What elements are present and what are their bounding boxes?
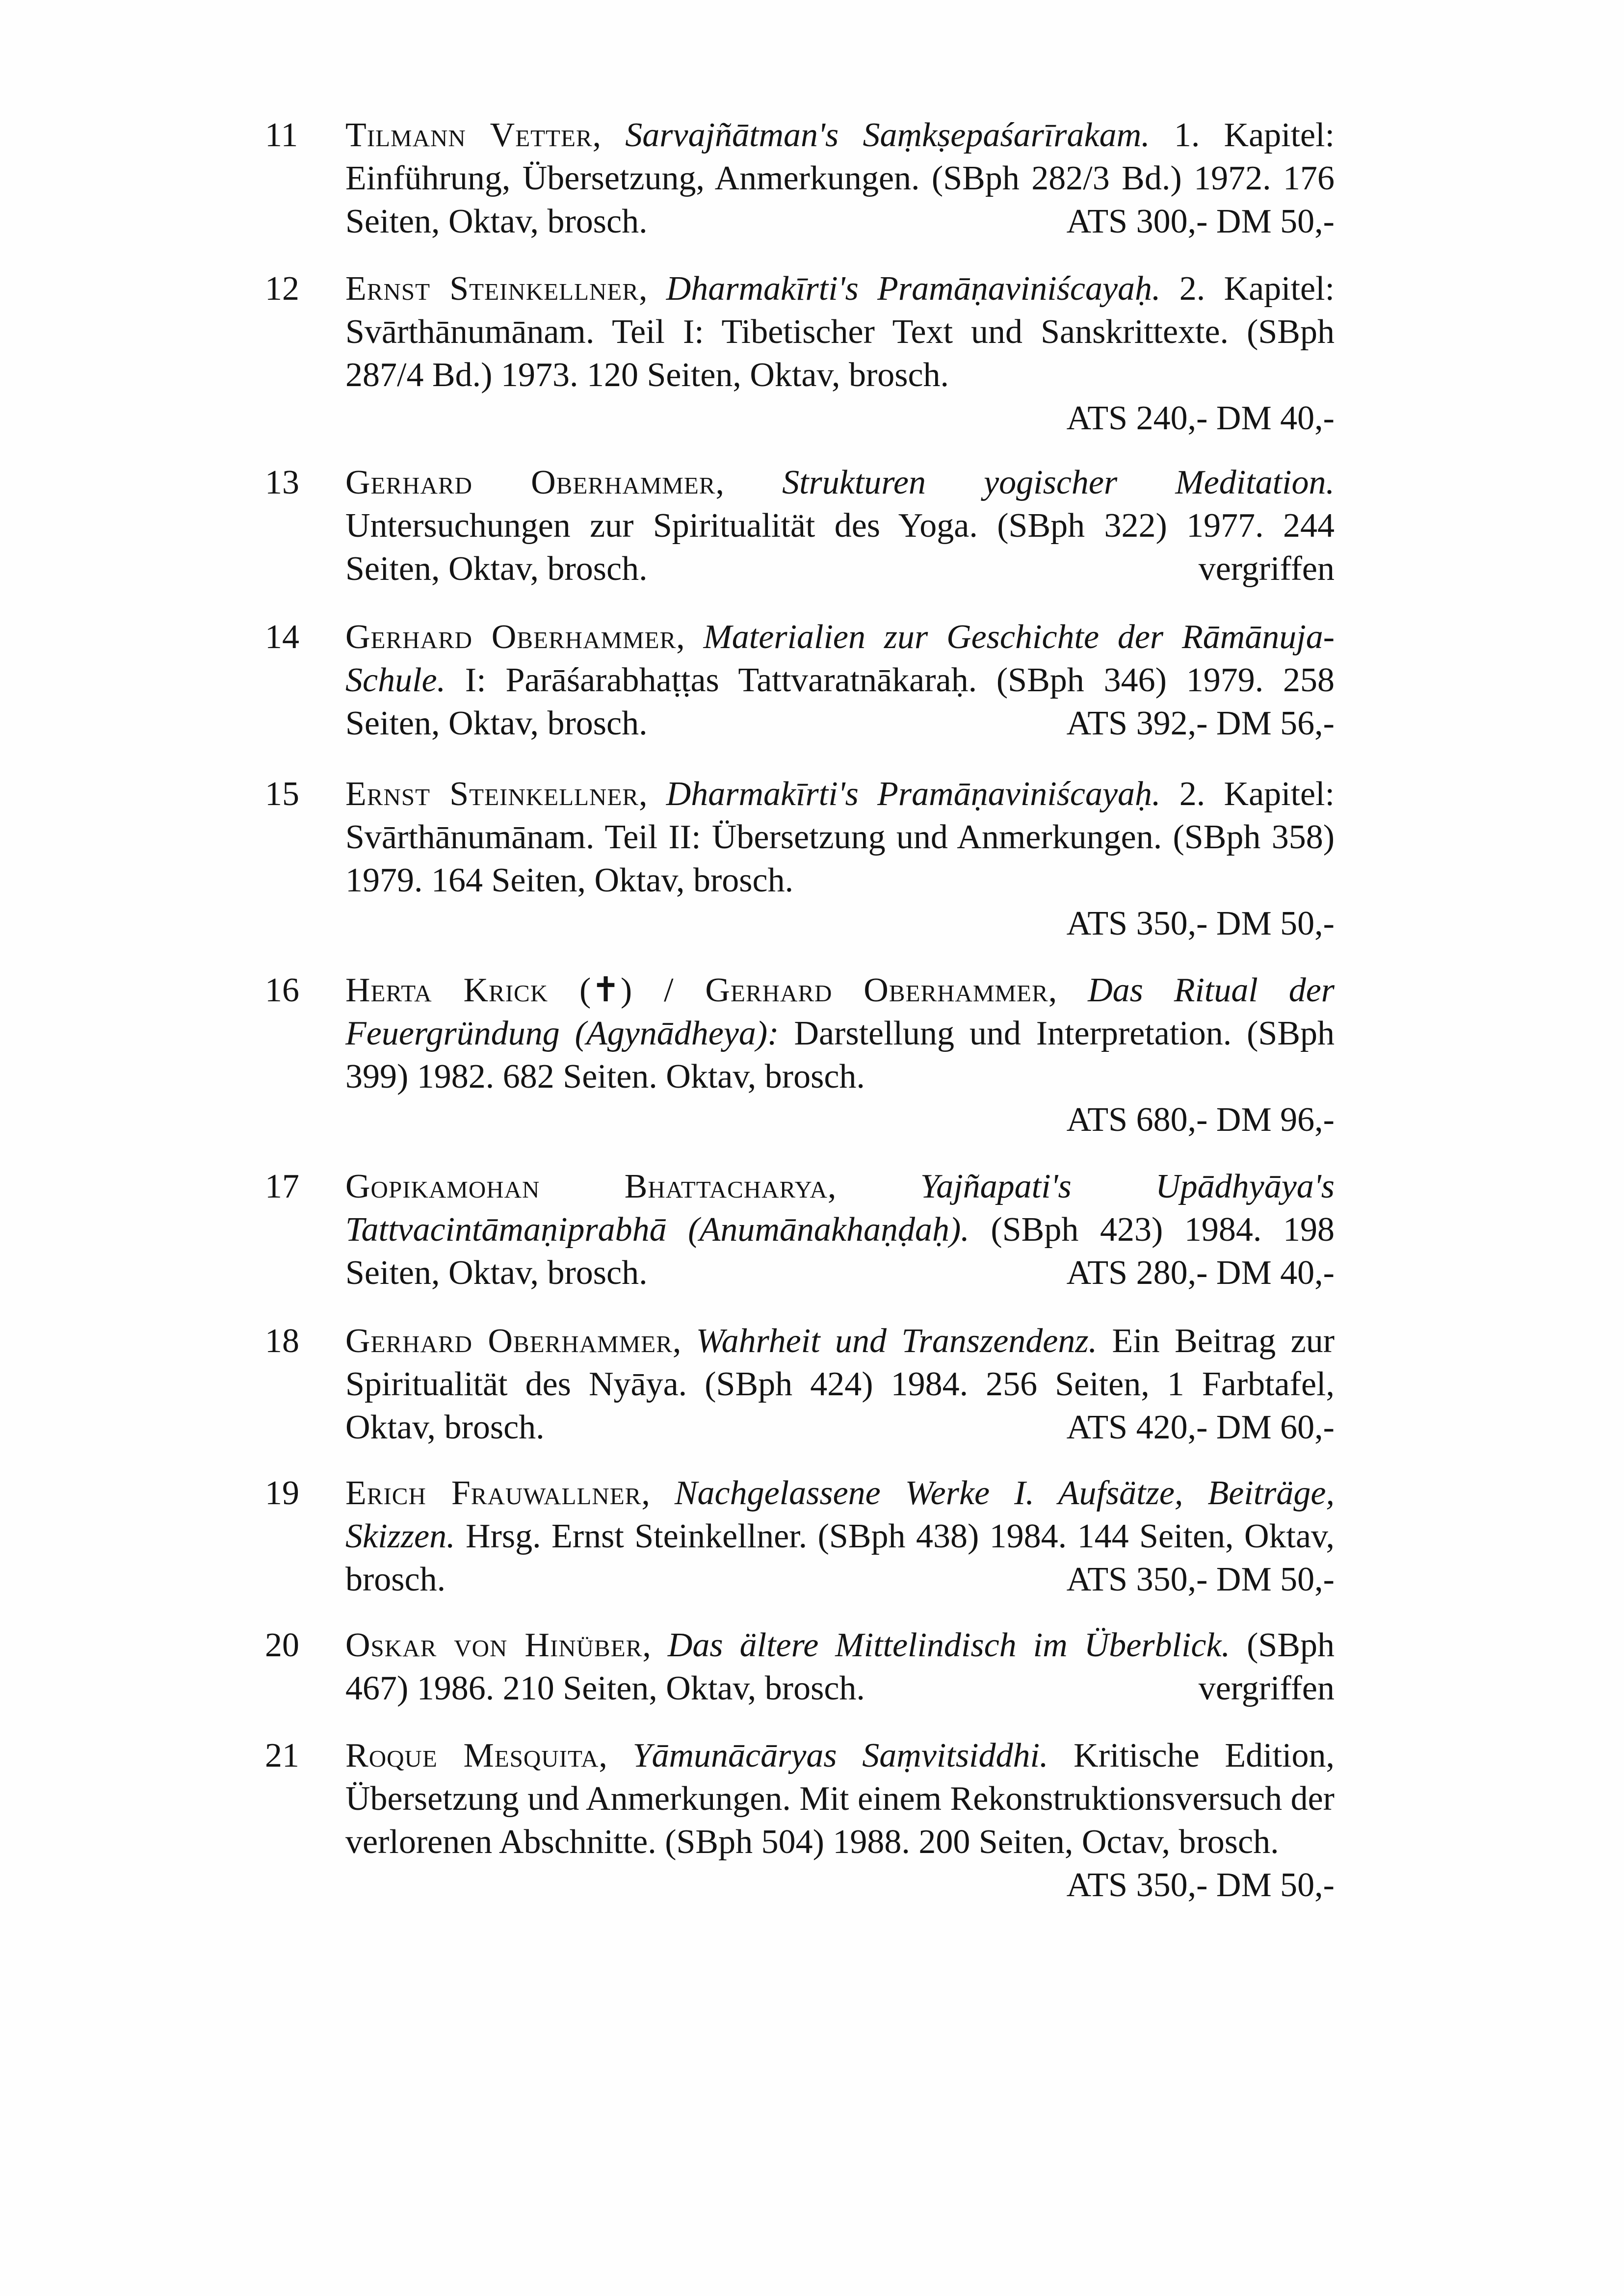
entry-details: Untersuchungen zur Spiritualität des Yoga. (SBph 322) 1977. 244 Seiten, Oktav, brosch. [345,507,1335,588]
entry-details: 1. Kapitel: Einführung, Übersetzung, Anmerkungen. (SBph 282/3 Bd.) 1972. 176 Seiten, Oktav, brosch. [345,116,1335,240]
entry-author: Herta Krick (✝) / Gerhard Oberhammer [345,971,1048,1009]
entry-author: Erich Frauwallner [345,1474,642,1512]
entry-title: Wahrheit und Transzendenz. [696,1322,1098,1360]
entry-title: Yajñapati's Upādhyāya's Tattvacintāmaṇiprabhā (Anumānakhaṇḍaḥ). [345,1168,1335,1249]
entry-number: 15 [265,775,299,813]
entry-details: Darstellung und Interpretation. (SBph 399) 1982. 682 Seiten. Oktav, brosch. [345,1015,1335,1096]
entry-number: 20 [265,1626,299,1664]
entry-number: 16 [265,971,299,1009]
entry-author: Gerhard Oberhammer [345,464,716,501]
catalog-entry-21: 21 Roque Mesquita, Yāmunācāryas Saṃvitsiddhi. Kritische Edition, Übersetzung und Anmerkungen. Mit einem Rekonstruktionsversuch der verlorenen Abschnitte. (SBph 504) 1988. 200 Seiten, Octav, brosch. ATS 350,- DM 50,- [265,1734,1335,1907]
entry-title: Dharmakīrti's Pramāṇaviniścayaḥ. [666,775,1161,813]
entry-author: Ernst Steinkellner [345,775,639,813]
catalog-entry-20: 20 Oskar von Hinüber, Das ältere Mittelindisch im Überblick. (SBph 467) 1986. 210 Seiten, Oktav, brosch. vergriffen [265,1624,1335,1710]
entry-details: 2. Kapitel: Svārthānumānam. Teil I: Tibetischer Text und Sanskrittexte. (SBph 287/4 Bd.) 1973. 120 Seiten, Oktav, brosch. [345,270,1335,394]
catalog-entry-18: 18 Gerhard Oberhammer, Wahrheit und Transzendenz. Ein Beitrag zur Spiritualität des Nyāya. (SBph 424) 1984. 256 Seiten, 1 Farbtafel, Oktav, brosch. ATS 420,- DM 60,- [265,1320,1335,1449]
entry-number: 18 [265,1322,299,1360]
entry-author: Roque Mesquita [345,1737,599,1774]
entry-title: Das Ritual der Feuergründung (Agynādheya): [345,971,1335,1052]
entry-author: Oskar von Hinüber [345,1626,643,1664]
entry-details: Hrsg. Ernst Steinkellner. (SBph 438) 1984. 144 Seiten, Oktav, brosch. [345,1517,1335,1598]
entry-title: Yāmunācāryas Saṃvitsiddhi. [632,1737,1048,1774]
entry-price: ATS 680,- DM 96,- [1066,1101,1335,1139]
entry-author: Gerhard Oberhammer [345,1322,673,1360]
entry-details: (SBph 423) 1984. 198 Seiten, Oktav, brosch. [345,1211,1335,1292]
entry-author: Ernst Steinkellner [345,270,639,308]
catalog-entry-11: 11 Tilmann Vetter, Sarvajñātman's Saṃkṣepaśarīrakam. 1. Kapitel: Einführung, Übersetzung, Anmerkungen. (SBph 282/3 Bd.) 1972. 176 Seiten, Oktav, brosch. ATS 300,- DM 50,- [265,114,1335,243]
catalog-entry-15: 15 Ernst Steinkellner, Dharmakīrti's Pramāṇaviniścayaḥ. 2. Kapitel: Svārthānumānam. Teil II: Übersetzung und Anmerkungen. (SBph 358) 1979. 164 Seiten, Oktav, brosch. ATS 350,- DM 50,- [265,773,1335,945]
catalog-entry-13: 13 Gerhard Oberhammer, Strukturen yogischer Meditation. Untersuchungen zur Spiritualität des Yoga. (SBph 322) 1977. 244 Seiten, Oktav, brosch. vergriffen [265,461,1335,591]
entry-number: 19 [265,1474,299,1512]
entry-author: Tilmann Vetter [345,116,593,154]
entry-title: Dharmakīrti's Pramāṇaviniścayaḥ. [666,270,1161,308]
entry-number: 14 [265,618,299,656]
catalog-entry-19: 19 Erich Frauwallner, Nachgelassene Werke I. Aufsätze, Beiträge, Skizzen. Hrsg. Ernst Steinkellner. (SBph 438) 1984. 144 Seiten, Oktav, brosch. ATS 350,- DM 50,- [265,1472,1335,1601]
catalog-entry-17: 17 Gopikamohan Bhattacharya, Yajñapati's Upādhyāya's Tattvacintāmaṇiprabhā (Anumānakhaṇḍaḥ). (SBph 423) 1984. 198 Seiten, Oktav, brosch. ATS 280,- DM 40,- [265,1165,1335,1295]
entry-details: 2. Kapitel: Svārthānumānam. Teil II: Übersetzung und Anmerkungen. (SBph 358) 1979. 164 Seiten, Oktav, brosch. [345,775,1335,899]
entry-title: Materialien zur Geschichte der Rāmānuja-Schule. [345,618,1335,699]
catalog-entry-14: 14 Gerhard Oberhammer, Materialien zur Geschichte der Rāmānuja-Schule. I: Parāśarabhaṭṭas Tattvaratnākaraḥ. (SBph 346) 1979. 258 Seiten, Oktav, brosch. ATS 392,- DM 56,- [265,616,1335,745]
entry-details: I: Parāśarabhaṭṭas Tattvaratnākaraḥ. (SBph 346) 1979. 258 Seiten, Oktav, brosch. [345,661,1335,742]
entry-price: ATS 350,- DM 50,- [1066,905,1335,942]
entry-price: vergriffen [1198,1670,1335,1707]
entry-title: Das ältere Mittelindisch im Überblick. [667,1626,1231,1664]
entry-number: 21 [265,1737,299,1774]
entry-title: Sarvajñātman's Saṃkṣepaśarīrakam. [625,116,1150,154]
catalog-entry-16: 16 Herta Krick (✝) / Gerhard Oberhammer, Das Ritual der Feuergründung (Agynādheya): Darstellung und Interpretation. (SBph 399) 1982. 682 Seiten. Oktav, brosch. ATS 680,- DM 96,- [265,969,1335,1142]
entry-price: vergriffen [1198,550,1335,588]
entry-price: ATS 350,- DM 50,- [1066,1866,1335,1904]
entry-details: Ein Beitrag zur Spiritualität des Nyāya. (SBph 424) 1984. 256 Seiten, 1 Farbtafel, Oktav, brosch. [345,1322,1335,1446]
entry-number: 12 [265,270,299,308]
entry-number: 17 [265,1168,299,1205]
entry-author: Gerhard Oberhammer [345,618,677,656]
entry-price: ATS 240,- DM 40,- [1066,399,1335,437]
entry-price: ATS 350,- DM 50,- [1066,1561,1335,1598]
entry-title: Strukturen yogischer Meditation. [782,464,1335,501]
catalog-entry-12: 12 Ernst Steinkellner, Dharmakīrti's Pramāṇaviniścayaḥ. 2. Kapitel: Svārthānumānam. Teil I: Tibetischer Text und Sanskrittexte. (SBph 287/4 Bd.) 1973. 120 Seiten, Oktav, brosch. ATS 240,- DM 40,- [265,267,1335,440]
entry-price: ATS 300,- DM 50,- [1066,203,1335,240]
entry-price: ATS 280,- DM 40,- [1066,1254,1335,1292]
entry-number: 11 [265,116,298,154]
entry-details: Kritische Edition, Übersetzung und Anmerkungen. Mit einem Rekonstruktionsversuch der verlorenen Abschnitte. (SBph 504) 1988. 200 Seiten, Octav, brosch. [345,1737,1335,1861]
entry-details: (SBph 467) 1986. 210 Seiten, Oktav, brosch. [345,1626,1335,1707]
entry-number: 13 [265,464,299,501]
entry-price: ATS 420,- DM 60,- [1066,1409,1335,1446]
entry-author: Gopikamohan Bhattacharya [345,1168,828,1205]
entry-price: ATS 392,- DM 56,- [1066,704,1335,742]
entry-title: Nachgelassene Werke I. Aufsätze, Beiträge, Skizzen. [345,1474,1335,1555]
